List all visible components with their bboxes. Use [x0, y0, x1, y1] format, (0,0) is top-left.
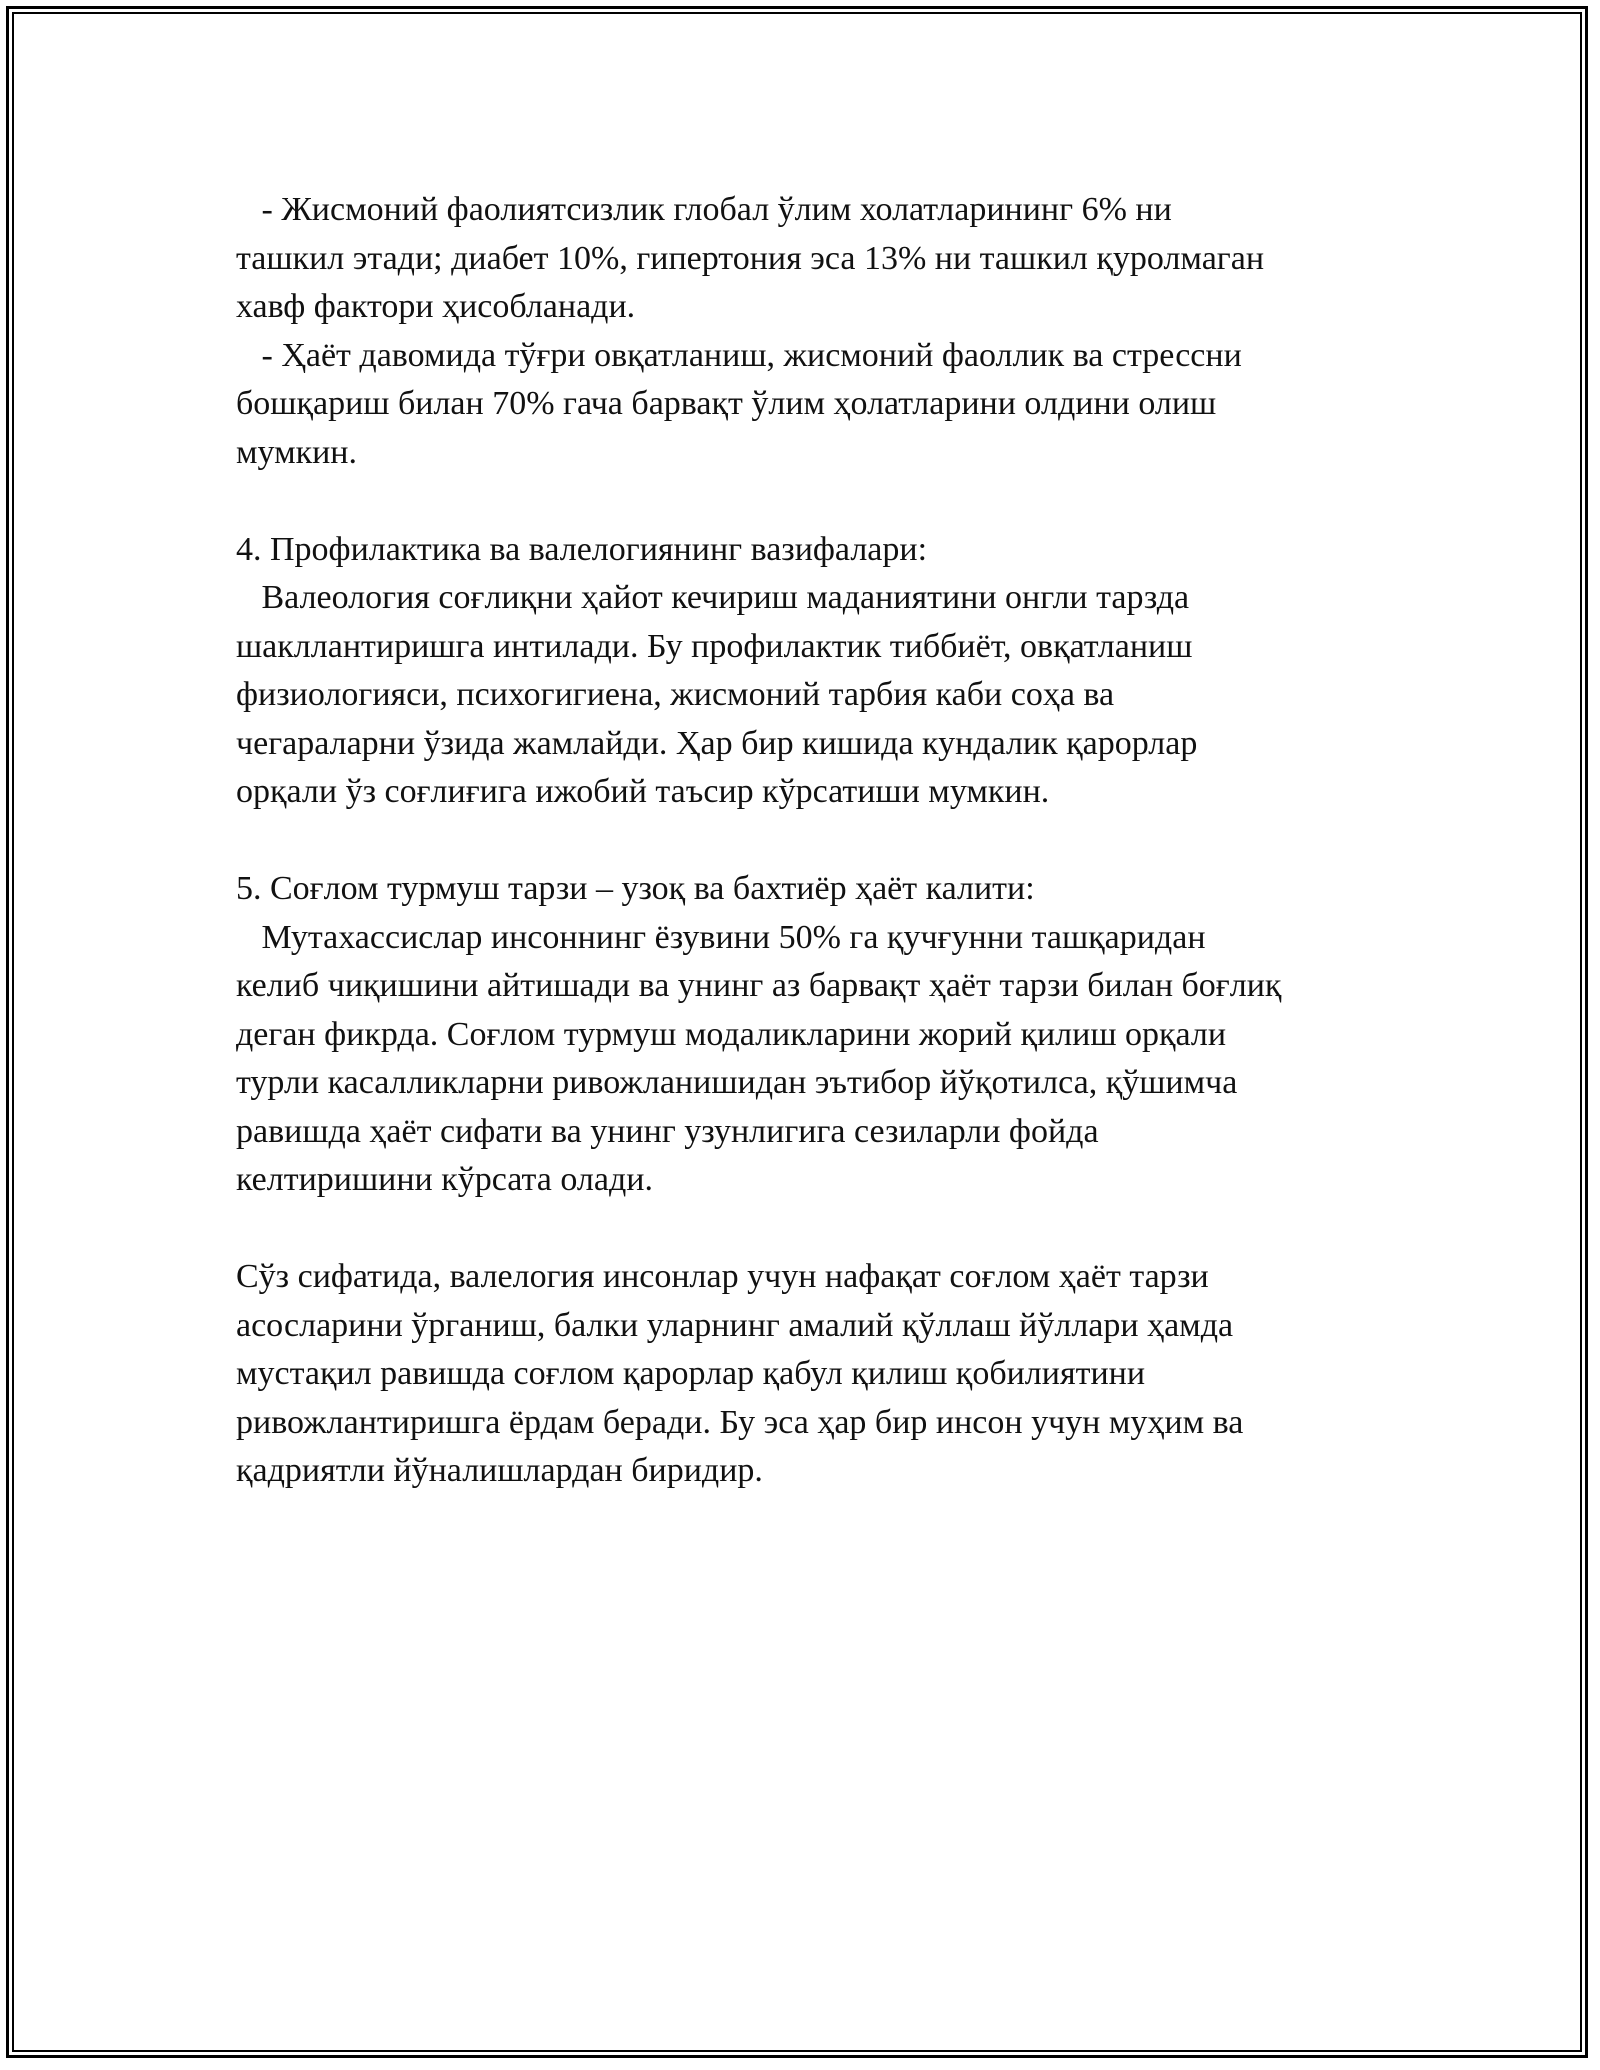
paragraph-lifestyle	[236, 332, 1376, 478]
text-line: ривожлантиришга ёрдам беради. Бу эса ҳар бир инсон учун муҳим ва	[236, 1403, 1244, 1441]
text-line: Валеология соғлиқни ҳайот кечириш маданиятини онгли тарзда	[236, 579, 1190, 616]
text-line: қадриятли йўналишлардан биридир.	[236, 1452, 763, 1489]
text-line: физиологияси, психогигиена, жисмоний тарбия каби соҳа ва	[236, 676, 1115, 713]
text-line: келтиришини кўрсата олади.	[236, 1161, 653, 1198]
text-line: чегараларни ўзида жамлайди. Ҳар бир кишида кундалик қарорлар	[236, 724, 1198, 762]
text-line: асосларини ўрганиш, балки уларнинг амалий қўллаш йўллари ҳамда	[236, 1306, 1234, 1344]
text-line: Сўз сифатида, валелогия инсонлар учун нафақат соғлом ҳаёт тарзи	[236, 1258, 1209, 1295]
paragraph-conclusion	[236, 1253, 1376, 1496]
text-line: - Ҳаёт давомида тўғри овқатланиш, жисмоний фаоллик ва стрессни	[236, 336, 1242, 374]
text-line: хавф фактори ҳисобланади.	[236, 288, 636, 325]
blank-line	[236, 1205, 1376, 1254]
text-line: бошқариш билан 70% гача барвақт ўлим ҳолатларини олдини олиш	[236, 385, 1217, 422]
section-4	[236, 526, 1376, 817]
text-line: мумкин.	[236, 433, 357, 471]
section-5	[236, 865, 1376, 1205]
section-heading: 4. Профилактика ва валелогиянинг вазифалари:	[236, 530, 928, 568]
text-line: келиб чиқишини айтишади ва унинг аз барвақт ҳаёт тарзи билан боғлиқ	[236, 967, 1282, 1004]
document-body	[236, 186, 1376, 1496]
text-line: ташкил этади; диабет 10%, гипертония эса 13% ни ташкил қуролмаган	[236, 239, 1265, 277]
section-heading: 5. Соғлом турмуш тарзи – узоқ ва бахтиёр ҳаёт калити:	[236, 870, 1035, 907]
text-line: равишда ҳаёт сифати ва унинг узунлигига сезиларли фойда	[236, 1112, 1099, 1150]
paragraph-inactivity	[236, 186, 1376, 332]
text-line: турли касалликларни ривожланишидан эътибор йўқотилса, қўшимча	[236, 1064, 1238, 1101]
text-line: - Жисмоний фаолиятсизлик глобал ўлим холатларининг 6% ни	[236, 191, 1172, 228]
blank-line	[236, 817, 1376, 866]
text-line: шакллантиришга интилади. Бу профилактик тиббиёт, овқатланиш	[236, 627, 1193, 665]
text-line: мустақил равишда соғлом қарорлар қабул қилиш қобилиятини	[236, 1355, 1146, 1392]
text-line: деган фикрда. Соғлом турмуш модаликларини жорий қилиш орқали	[236, 1015, 1227, 1053]
text-line: Мутахассислар инсоннинг ёзувини 50% га қучғунни ташқаридан	[236, 918, 1206, 956]
blank-line	[236, 477, 1376, 526]
text-line: орқали ўз соғлиғига ижобий таъсир кўрсатиши мумкин.	[236, 773, 1050, 810]
